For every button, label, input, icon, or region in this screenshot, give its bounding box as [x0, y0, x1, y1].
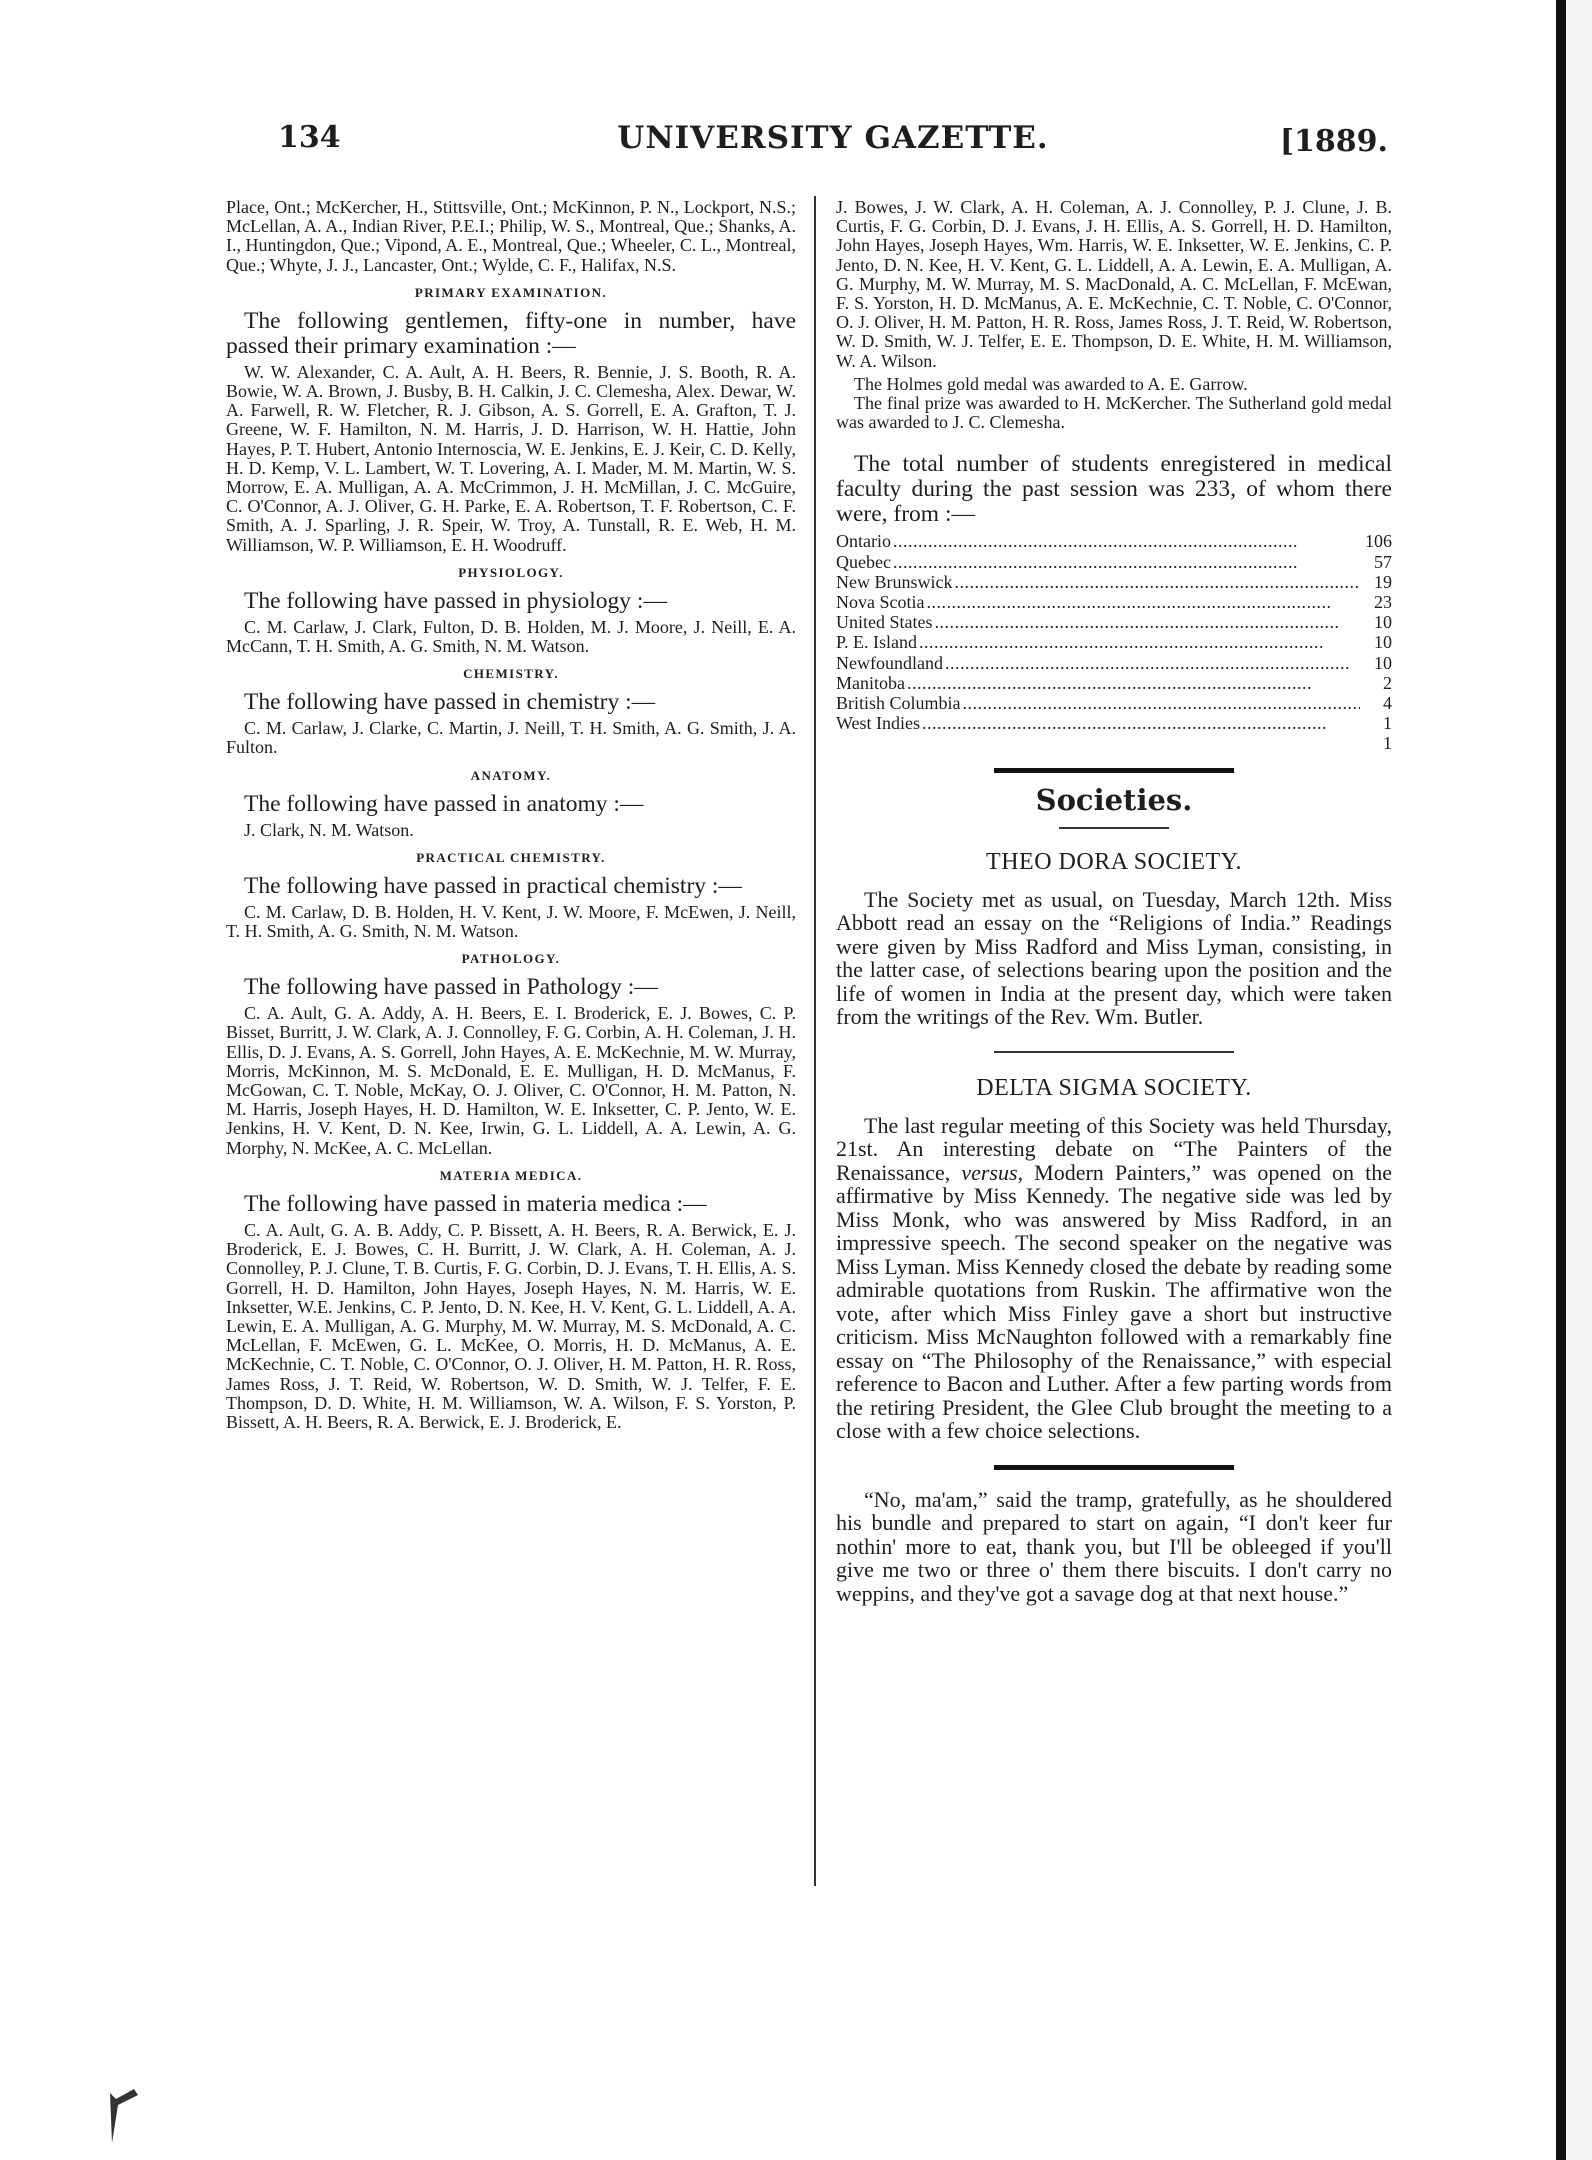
- section-heading: PRACTICAL CHEMISTRY.: [416, 849, 606, 865]
- section-pathology: [226, 951, 796, 1158]
- scan-mark: [108, 2085, 142, 2145]
- region-label: West Indies: [836, 713, 921, 734]
- enrolment-row: [836, 552, 1392, 572]
- enrolment-row: [836, 592, 1392, 612]
- region-label: British Columbia: [836, 693, 961, 714]
- continued-names-list: J. Bowes, J. W. Clark, A. H. Coleman, A. J. Connolley, P. J. Clune, J. B. Curtis, F. G. Corbin, D. J. Evans, J. H. Ellis, A. S. Gorrell, H. D. Hamilton, John Hayes, Joseph Hayes, Wm. Harris, W. E. Inksetter, W. E. Jenkins, C. P. Jento, D. N. Kee, H. V. Kent, G. L. Liddell, A. A. Lewin, E. A. Mulligan, A. G. Murphy, M. W. Murray, M. S. MacDonald, A. C. McLellan, F. McEwan, F. S. Yorston, H. D. McManus, A. E. McKechnie, C. T. Noble, C. O'Connor, O. J. Oliver, H. M. Patton, H. R. Ross, James Ross, J. T. Reid, W. Robertson, W. D. Smith, W. J. Telfer, E. E. Thompson, D. E. White, H. M. Williamson, W. A. Wilson.: [836, 197, 1392, 371]
- section-materia-medica: [226, 1168, 796, 1432]
- region-count: 10: [1374, 632, 1392, 653]
- section-lead: The following have passed in chemistry :—: [244, 689, 656, 716]
- region-count: 4: [1383, 693, 1392, 714]
- section-practical-chemistry: [226, 850, 796, 941]
- region-count: 1: [1383, 713, 1392, 734]
- page-header: [278, 120, 1388, 174]
- section-names: W. W. Alexander, C. A. Ault, A. H. Beers, R. Bennie, J. S. Booth, R. A. Bowie, W. A. Brown, J. Busby, B. H. Calkin, J. C. Clemesha, Alex. Dewar, W. A. Farwell, R. W. Fletcher, R. J. Gibson, A. S. Gorrell, E. A. Grafton, T. J. Greene, W. F. Hamilton, N. M. Harris, J. D. Harrison, W. H. Hattie, John Hayes, P. T. Hubert, Antonio Internoscia, W. E. Jenkins, E. J. Keir, C. D. Kelly, H. D. Kemp, V. L. Lambert, W. T. Lovering, A. I. Mader, M. M. Martin, W. S. Morrow, E. A. Mulligan, A. A. McCrimmon, J. H. McMillan, J. C. McGuire, C. O'Connor, A. J. Oliver, G. H. Parke, E. A. Robertson, T. F. Robertson, C. F. Smith, A. J. Sparling, J. R. Speir, W. Troy, A. Tunstall, R. E. Web, H. M. Williamson, W. P. Williamson, E. H. Woodruff.: [226, 361, 796, 555]
- region-count: 19: [1374, 571, 1392, 592]
- section-anatomy: [226, 768, 796, 840]
- right-column: [836, 198, 1392, 1605]
- section-lead: The following have passed in anatomy :—: [244, 790, 644, 817]
- region-label: Manitoba: [836, 672, 905, 693]
- section-names: J. Clark, N. M. Watson.: [244, 819, 414, 840]
- region-label: New Brunswick: [836, 571, 953, 592]
- section-lead: The following have passed in practical chemistry :—: [244, 872, 742, 899]
- section-chemistry: [226, 666, 796, 757]
- section-physiology: [226, 565, 796, 656]
- enrolment-lead: The total number of students enregistered in medical faculty during the past session was 233, of whom there were, from :—: [836, 451, 1392, 528]
- section-rule: [994, 768, 1234, 773]
- section-heading: PATHOLOGY.: [461, 951, 561, 967]
- societies-heading: Societies.: [1035, 782, 1193, 817]
- section-lead: The following have passed in materia medica :—: [244, 1190, 707, 1217]
- enrolment-row: [836, 612, 1392, 632]
- journal-title: UNIVERSITY GAZETTE.: [617, 120, 1049, 156]
- enrolment-row: [836, 733, 1392, 753]
- section-heading: ANATOMY.: [470, 767, 552, 783]
- page-number: 134: [278, 120, 341, 155]
- enrolment-row: [836, 693, 1392, 713]
- region-label: Ontario: [836, 531, 891, 552]
- delta-sigma-body: The last regular meeting of this Society was held Thursday, 21st. An interesting debate on “The Painters of the Renaissance, versus, Modern Painters,” was opened on the affirmative by Miss Kennedy. The negative side was led by Miss Monk, who was answered by Miss Radford, in an impressive speech. The second speaker on the negative was Miss Lyman. Miss Kennedy closed the debate by reading some admirable quotations from Ruskin. The affirmative won the vote, after which Miss Finley gave a short but instructive criticism. Miss McNaughton followed with a remarkably fine essay on “The Philosophy of the Renaissance,” with especial reference to Bacon and Luther. After a few parting words from the retiring President, the Glee Club brought the meeting to a close with a few choice selections.: [836, 1112, 1393, 1444]
- region-label: Nova Scotia: [836, 592, 925, 613]
- region-label: P. E. Island: [836, 632, 917, 653]
- section-heading: MATERIA MEDICA.: [439, 1167, 583, 1183]
- section-primary-examination: [226, 285, 796, 555]
- enrolment-row: [836, 673, 1392, 693]
- region-count: 10: [1374, 652, 1392, 673]
- region-count: 1: [1383, 733, 1392, 754]
- section-names: C. M. Carlaw, J. Clarke, C. Martin, J. Neill, T. H. Smith, A. G. Smith, J. A. Fulton.: [226, 718, 796, 758]
- region-label: Newfoundland: [836, 652, 943, 673]
- region-count: 57: [1374, 551, 1392, 572]
- region-label: United States: [836, 612, 933, 633]
- section-names: C. M. Carlaw, J. Clark, Fulton, D. B. Holden, M. J. Moore, J. Neill, E. A. McCann, T. H. Smith, A. G. Smith, N. M. Watson.: [226, 616, 796, 657]
- enrolment-row: [836, 531, 1392, 551]
- binding-margin: [1566, 0, 1592, 2160]
- enrolment-row: [836, 653, 1392, 673]
- delta-sigma-title: DELTA SIGMA SOCIETY.: [976, 1074, 1252, 1101]
- section-names: C. A. Ault, G. A. B. Addy, C. P. Bissett, A. H. Beers, R. A. Berwick, E. J. Broderick, E. J. Bowes, C. H. Burritt, J. W. Clark, A. H. Coleman, A. J. Connolley, P. J. Clune, T. B. Curtis, F. G. Corbin, D. J. Evans, T. H. Ellis, A. S. Gorrell, H. D. Hamilton, John Hayes, Joseph Hayes, N. M. Harris, W. E. Inksetter, W.E. Jenkins, C. P. Jento, D. N. Kee, H. V. Kent, G. L. Liddell, A. A. Lewin, E. A. Mulligan, A. G. Murphy, M. W. Murray, M. S. McDonald, A. C. McLellan, F. McEwen, G. L. McKee, O. Morris, H. D. McManus, A. E. McKechnie, C. T. Noble, C. O'Connor, O. J. Oliver, H. M. Patton, H. R. Ross, James Ross, J. T. Reid, W. Robertson, W. D. Smith, W. J. Telfer, F. E. Thompson, D. D. White, H. M. Williamson, W. A. Wilson, F. S. Yorston, P. Bissett, A. H. Beers, R. A. Berwick, E. J. Broderick, E.: [226, 1219, 796, 1432]
- binding-edge: [1556, 0, 1566, 2160]
- section-heading: PRIMARY EXAMINATION.: [414, 284, 608, 300]
- tramp-anecdote: “No, ma'am,” said the tramp, gratefully, as he shouldered his bundle and prepared to start on again, “I don't keer fur nothin' more to eat, thank you, but I'll be obleeged if you'll give me two or three o' them there biscuits. I don't carry no weppins, and they've got a savage dog at that next house.”: [836, 1486, 1392, 1606]
- region-count: 23: [1374, 592, 1392, 613]
- region-count: 10: [1374, 612, 1392, 633]
- issue-year: [1889.: [1279, 124, 1388, 159]
- final-prize-note: The final prize was awarded to H. McKercher. The Sutherland gold medal was awarded to J. C. Clemesha.: [836, 393, 1392, 433]
- region-count: 106: [1365, 531, 1392, 552]
- section-lead: The following have passed in physiology :—: [244, 587, 667, 614]
- theodora-body: The Society met as usual, on Tuesday, March 12th. Miss Abbott read an essay on the “Religions of India.” Readings were given by Miss Radford and Miss Lyman, consisting, in the latter case, of selections bearing upon the position and the life of women in India at the present day, which were taken from the writings of the Rev. Wm. Butler.: [836, 886, 1392, 1030]
- column-divider: [814, 196, 816, 1886]
- continued-address-list: Place, Ont.; McKercher, H., Stittsville, Ont.; McKinnon, P. N., Lockport, N.S.; McLellan, A. A., Indian River, P.E.I.; Philip, W. S., Montreal, Que.; Shanks, A. I., Huntingdon, Que.; Vipond, A. E., Montreal, Que.; Wheeler, C. L., Montreal, Que.; Whyte, J. J., Lancaster, Ont.; Wylde, C. F., Halifax, N.S.: [226, 197, 796, 275]
- holmes-medal-note: The Holmes gold medal was awarded to A. E. Garrow.: [854, 373, 1248, 394]
- section-heading: PHYSIOLOGY.: [458, 564, 564, 580]
- enrolment-row: [836, 713, 1392, 733]
- region-label: Quebec: [836, 551, 891, 572]
- enrolment-row: [836, 632, 1392, 652]
- section-lead: The following have passed in Pathology :—: [244, 974, 658, 1001]
- left-column: [226, 198, 796, 1432]
- enrolment-row: [836, 572, 1392, 592]
- section-lead: The following gentlemen, fifty-one in number, have passed their primary examination :—: [226, 307, 796, 359]
- section-heading: CHEMISTRY.: [463, 666, 559, 682]
- section-names: C. M. Carlaw, D. B. Holden, H. V. Kent, J. W. Moore, F. McEwen, J. Neill, T. H. Smith, A. G. Smith, N. M. Watson.: [226, 901, 796, 942]
- theodora-title: THEO DORA SOCIETY.: [986, 848, 1242, 875]
- enrolment-table: [836, 531, 1392, 753]
- region-count: 2: [1383, 672, 1392, 693]
- section-names: C. A. Ault, G. A. Addy, A. H. Beers, E. I. Broderick, E. J. Bowes, C. P. Bisset, Burritt, J. W. Clark, A. J. Connolley, F. G. Corbin, A. H. Coleman, J. H. Ellis, D. J. Evans, A. S. Gorrell, John Hayes, A. E. McKechnie, M. W. Murray, Morris, McKinnon, M. S. McDonald, E. E. Mulligan, H. D. McManus, F. McGowan, C. T. Noble, McKay, O. J. Oliver, C. O'Connor, H. M. Patton, N. M. Harris, Joseph Hayes, H. D. Hamilton, W. E. Inksetter, C. P. Jento, W. E. Jenkins, H. V. Kent, D. N. Kee, Irwin, G. L. Liddell, A. A. Lewin, A. G. Morphy, N. McKee, A. C. McLellan.: [226, 1003, 796, 1158]
